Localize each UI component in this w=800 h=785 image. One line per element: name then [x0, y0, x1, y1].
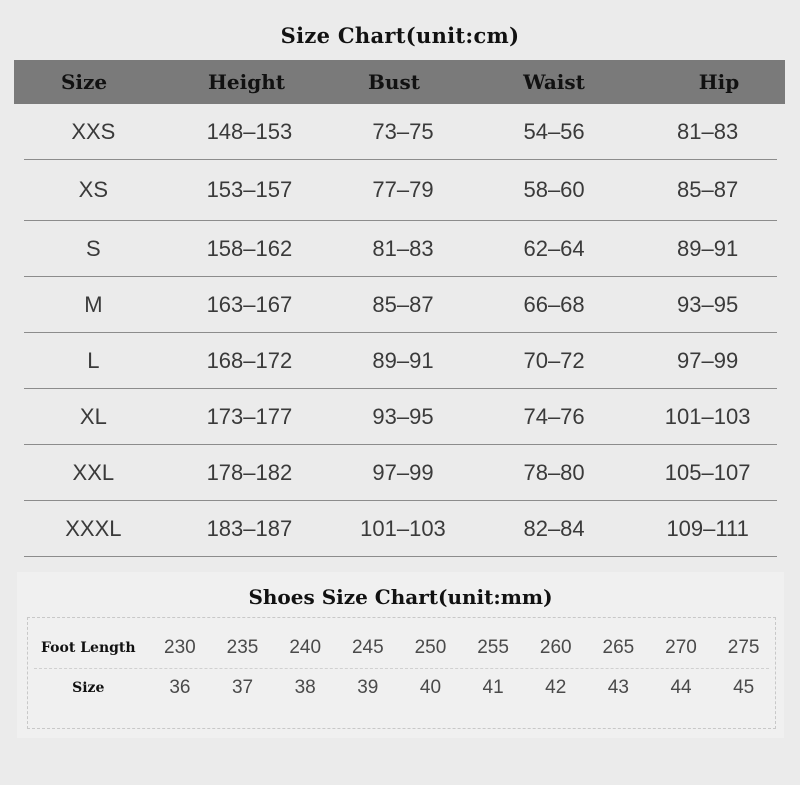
- cell-bust: 89–91: [372, 347, 434, 373]
- shoe-value: 260: [539, 637, 572, 658]
- size-table: [14, 60, 785, 557]
- cell-size: L: [87, 347, 100, 373]
- cell-hip: 101–103: [664, 403, 751, 429]
- cell-bust: 93–95: [372, 403, 434, 429]
- shoe-size-table: [27, 617, 776, 729]
- shoe-value: 245: [351, 637, 384, 658]
- shoe-value: 45: [733, 677, 755, 698]
- cell-waist: 58–60: [523, 177, 585, 202]
- cell-height: 168–172: [206, 347, 293, 373]
- cell-size: XXXL: [65, 515, 122, 541]
- shoe-value: 270: [665, 637, 697, 658]
- cell-height: 153–157: [206, 177, 293, 202]
- cell-height: 183–187: [206, 515, 293, 541]
- table-row: [24, 160, 777, 221]
- shoe-value: 43: [607, 677, 629, 698]
- shoe-row-label: Size: [72, 680, 105, 696]
- cell-size: XXL: [72, 459, 115, 485]
- header-size: Size: [60, 70, 108, 94]
- shoe-value: 38: [294, 677, 316, 698]
- table-row: [24, 389, 777, 445]
- cell-waist: 78–80: [523, 459, 585, 485]
- cell-waist: 54–56: [523, 118, 585, 144]
- shoe-value: 39: [357, 677, 379, 698]
- cell-hip: 81–83: [677, 118, 739, 144]
- cell-height: 158–162: [206, 235, 293, 261]
- cell-bust: 77–79: [372, 177, 434, 202]
- shoe-value: 41: [482, 677, 504, 698]
- cell-size: XXS: [71, 118, 116, 144]
- shoe-value: 275: [727, 637, 760, 658]
- table-row: [24, 104, 777, 160]
- shoe-value: 265: [602, 637, 635, 658]
- cell-height: 148–153: [206, 118, 293, 144]
- cell-bust: 85–87: [372, 291, 434, 317]
- shoe-row-foot-length: [28, 628, 775, 668]
- cell-hip: 89–91: [677, 235, 739, 261]
- shoe-value: 36: [169, 677, 191, 698]
- shoe-value: 44: [670, 677, 692, 698]
- shoe-value: 250: [414, 637, 447, 658]
- cell-bust: 101–103: [360, 515, 446, 541]
- cell-waist: 74–76: [523, 403, 585, 429]
- header-hip: Hip: [698, 70, 740, 94]
- cell-size: S: [86, 235, 101, 261]
- cell-hip: 85–87: [677, 177, 739, 202]
- cell-bust: 97–99: [372, 459, 434, 485]
- shoe-value: 230: [164, 637, 196, 658]
- cell-hip: 105–107: [664, 459, 751, 485]
- cell-hip: 93–95: [677, 291, 739, 317]
- header-bust: Bust: [368, 70, 420, 94]
- shoe-value: 40: [419, 677, 442, 698]
- shoe-row-size: [28, 668, 775, 708]
- cell-height: 163–167: [206, 291, 293, 317]
- size-table-body: [14, 104, 785, 557]
- cell-waist: 82–84: [523, 515, 585, 541]
- shoe-value: 42: [545, 677, 567, 698]
- cell-size: XL: [79, 403, 107, 429]
- table-row: [24, 445, 777, 501]
- shoe-chart-title: Shoes Size Chart(unit:mm): [248, 585, 553, 609]
- cell-size: M: [84, 291, 103, 317]
- cell-waist: 66–68: [523, 291, 585, 317]
- shoe-value: 255: [477, 637, 509, 658]
- shoe-size-section: [17, 572, 784, 738]
- header-waist: Waist: [523, 70, 585, 94]
- table-row: [24, 221, 777, 277]
- table-row: [24, 501, 777, 557]
- shoe-row-label: Foot Length: [41, 640, 136, 656]
- size-chart-title: Size Chart(unit:cm): [280, 23, 520, 48]
- shoe-value: 37: [231, 677, 254, 698]
- cell-hip: 97–99: [677, 347, 739, 373]
- table-row: [24, 277, 777, 333]
- header-height: Height: [208, 70, 285, 94]
- cell-waist: 70–72: [523, 347, 585, 373]
- shoe-value: 240: [289, 637, 322, 658]
- cell-hip: 109–111: [666, 515, 749, 541]
- shoe-value: 235: [226, 637, 259, 658]
- cell-bust: 73–75: [372, 118, 434, 144]
- table-row: [24, 333, 777, 389]
- cell-height: 173–177: [206, 403, 293, 429]
- cell-size: XS: [78, 177, 109, 202]
- size-table-header: [14, 60, 785, 104]
- cell-waist: 62–64: [523, 235, 585, 261]
- cell-bust: 81–83: [372, 235, 434, 261]
- cell-height: 178–182: [206, 459, 293, 485]
